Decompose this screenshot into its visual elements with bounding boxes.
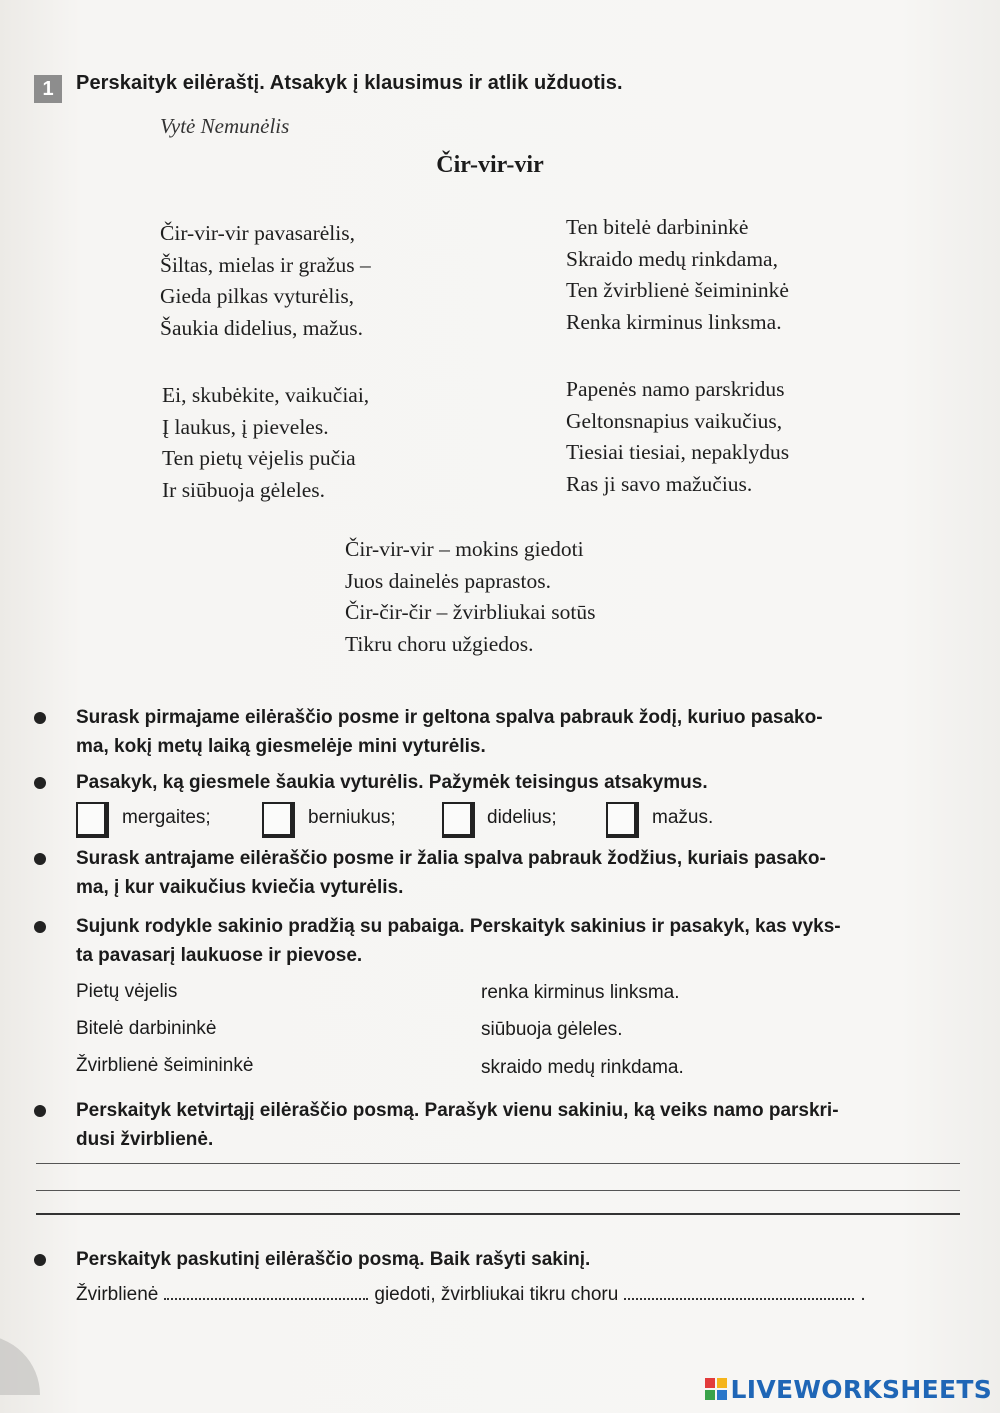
poem-line[interactable]: Ras ji savo mažučius.: [566, 471, 753, 496]
bullet-icon: [34, 712, 46, 724]
poem-line[interactable]: Ten žvirblienė šeimininkė: [566, 278, 789, 302]
question-5: [34, 1096, 964, 1154]
poem-line[interactable]: Papenės namo parskridus: [566, 377, 785, 401]
question-5-text: Perskaityk ketvirtąjį eilėraščio posmą. Parašyk vienu sakiniu, ką veiks namo parskri- dusi žvirblienė.: [76, 1100, 839, 1150]
question-6-text: Perskaityk paskutinį eilėraščio posmą. Baik rašyti sakinį.: [76, 1249, 591, 1270]
poem-stanza-5: [345, 534, 596, 660]
poem-line[interactable]: Skraido medų rinkdama,: [566, 246, 778, 271]
question-3: [34, 844, 964, 902]
poem-stanza-3: [162, 380, 369, 506]
poem-line[interactable]: Gieda pilkas vyturėlis,: [160, 284, 355, 308]
poem-line[interactable]: Renka kirminus linksma.: [566, 309, 782, 334]
sentence-start-1[interactable]: Pietų vėjelis: [76, 981, 178, 1002]
fill-blank-1[interactable]: [164, 1294, 368, 1300]
liveworksheets-icon: [705, 1378, 727, 1400]
option-label: didelius;: [487, 807, 557, 828]
poem-line[interactable]: Ei, skubėkite, vaikučiai,: [162, 383, 370, 407]
fill-blank-2[interactable]: [624, 1294, 854, 1300]
poem-title: Čir-vir-vir: [436, 152, 544, 178]
poem-line[interactable]: Šaukia didelius, mažus.: [160, 315, 364, 340]
question-2-text: Pasakyk, ką giesmele šaukia vyturėlis. Pažymėk teisingus atsakymus.: [76, 772, 708, 793]
bullet-icon: [34, 921, 46, 933]
question-6: [34, 1245, 964, 1274]
answer-line[interactable]: [36, 1213, 960, 1215]
sentence-part-1: Žvirblienė: [76, 1284, 159, 1305]
answer-line[interactable]: [36, 1163, 960, 1164]
sentence-start-2[interactable]: Bitelė darbininkė: [76, 1018, 217, 1039]
poem-line[interactable]: Juos dainelės paprastos.: [345, 568, 552, 593]
question-4: [34, 912, 964, 970]
answer-options: [76, 800, 976, 840]
poem-line[interactable]: Čir-čir-čir – žvirbliukai sotūs: [345, 600, 596, 624]
question-4-text: Sujunk rodykle sakinio pradžią su pabaiga. Perskaityk sakinius ir pasakyk, kas vyks- ta pavasarį laukuose ir pievose.: [76, 916, 841, 966]
poem-line[interactable]: Tiesiai tiesiai, nepaklydus: [566, 440, 790, 464]
checkbox-mazus[interactable]: [606, 802, 639, 838]
sentence-end-1[interactable]: renka kirminus linksma.: [481, 982, 680, 1003]
poem-line[interactable]: Čir-vir-vir pavasarėlis,: [160, 221, 355, 245]
sentence-end: .: [860, 1284, 866, 1305]
bullet-icon: [34, 777, 46, 789]
sentence-part-2: giedoti, žvirbliukai tikru choru: [374, 1284, 619, 1305]
question-2: [34, 768, 964, 797]
option-label: berniukus;: [308, 807, 396, 828]
poem-stanza-4: [566, 374, 789, 500]
brand-logo: [705, 1373, 992, 1405]
task-instruction: Perskaityk eilėraštį. Atsakyk į klausimus ir atlik užduotis.: [76, 72, 623, 94]
checkbox-didelius[interactable]: [442, 802, 475, 838]
question-1-text: Surask pirmajame eilėraščio posme ir geltona spalva pabrauk žodį, kuriuo pasako- ma, kokį metų laiką giesmelėje mini vyturėlis.: [76, 707, 823, 757]
checkbox-mergaites[interactable]: [76, 802, 109, 838]
brand-name: LIVEWORKSHEETS: [730, 1374, 992, 1404]
poem-stanza-1: [160, 218, 371, 344]
poem-author: Vytė Nemunėlis: [160, 114, 290, 138]
checkbox-berniukus[interactable]: [262, 802, 295, 838]
poem-line[interactable]: Šiltas, mielas ir gražus –: [160, 252, 371, 277]
poem-line[interactable]: Ten pietų vėjelis pučia: [162, 446, 356, 470]
bullet-icon: [34, 1105, 46, 1117]
sentence-end-3[interactable]: skraido medų rinkdama.: [481, 1057, 684, 1078]
task-number-badge: 1: [34, 75, 62, 103]
sentence-start-3[interactable]: Žvirblienė šeimininkė: [76, 1055, 254, 1076]
poem-line[interactable]: Į laukus, į pieveles.: [162, 414, 329, 439]
poem-line[interactable]: Geltonsnapius vaikučius,: [566, 408, 783, 433]
poem-line[interactable]: Ten bitelė darbininkė: [566, 215, 749, 239]
option-label: mergaites;: [122, 807, 211, 828]
bullet-icon: [34, 1254, 46, 1266]
question-3-text: Surask antrajame eilėraščio posme ir žalia spalva pabrauk žodžius, kuriais pasako- ma, į kur vaikučius kviečia vyturėlis.: [76, 848, 826, 898]
bullet-icon: [34, 853, 46, 865]
sentence-end-2[interactable]: siūbuoja gėleles.: [481, 1019, 623, 1040]
poem-line[interactable]: Tikru choru užgiedos.: [345, 631, 534, 656]
fill-in-sentence: [76, 1284, 866, 1306]
option-label: mažus.: [652, 807, 714, 828]
answer-line[interactable]: [36, 1190, 960, 1191]
question-1: [34, 703, 964, 761]
poem-stanza-2: [566, 212, 789, 338]
poem-line[interactable]: Ir siūbuoja gėleles.: [162, 477, 325, 502]
poem-line[interactable]: Čir-vir-vir – mokins giedoti: [345, 537, 584, 561]
